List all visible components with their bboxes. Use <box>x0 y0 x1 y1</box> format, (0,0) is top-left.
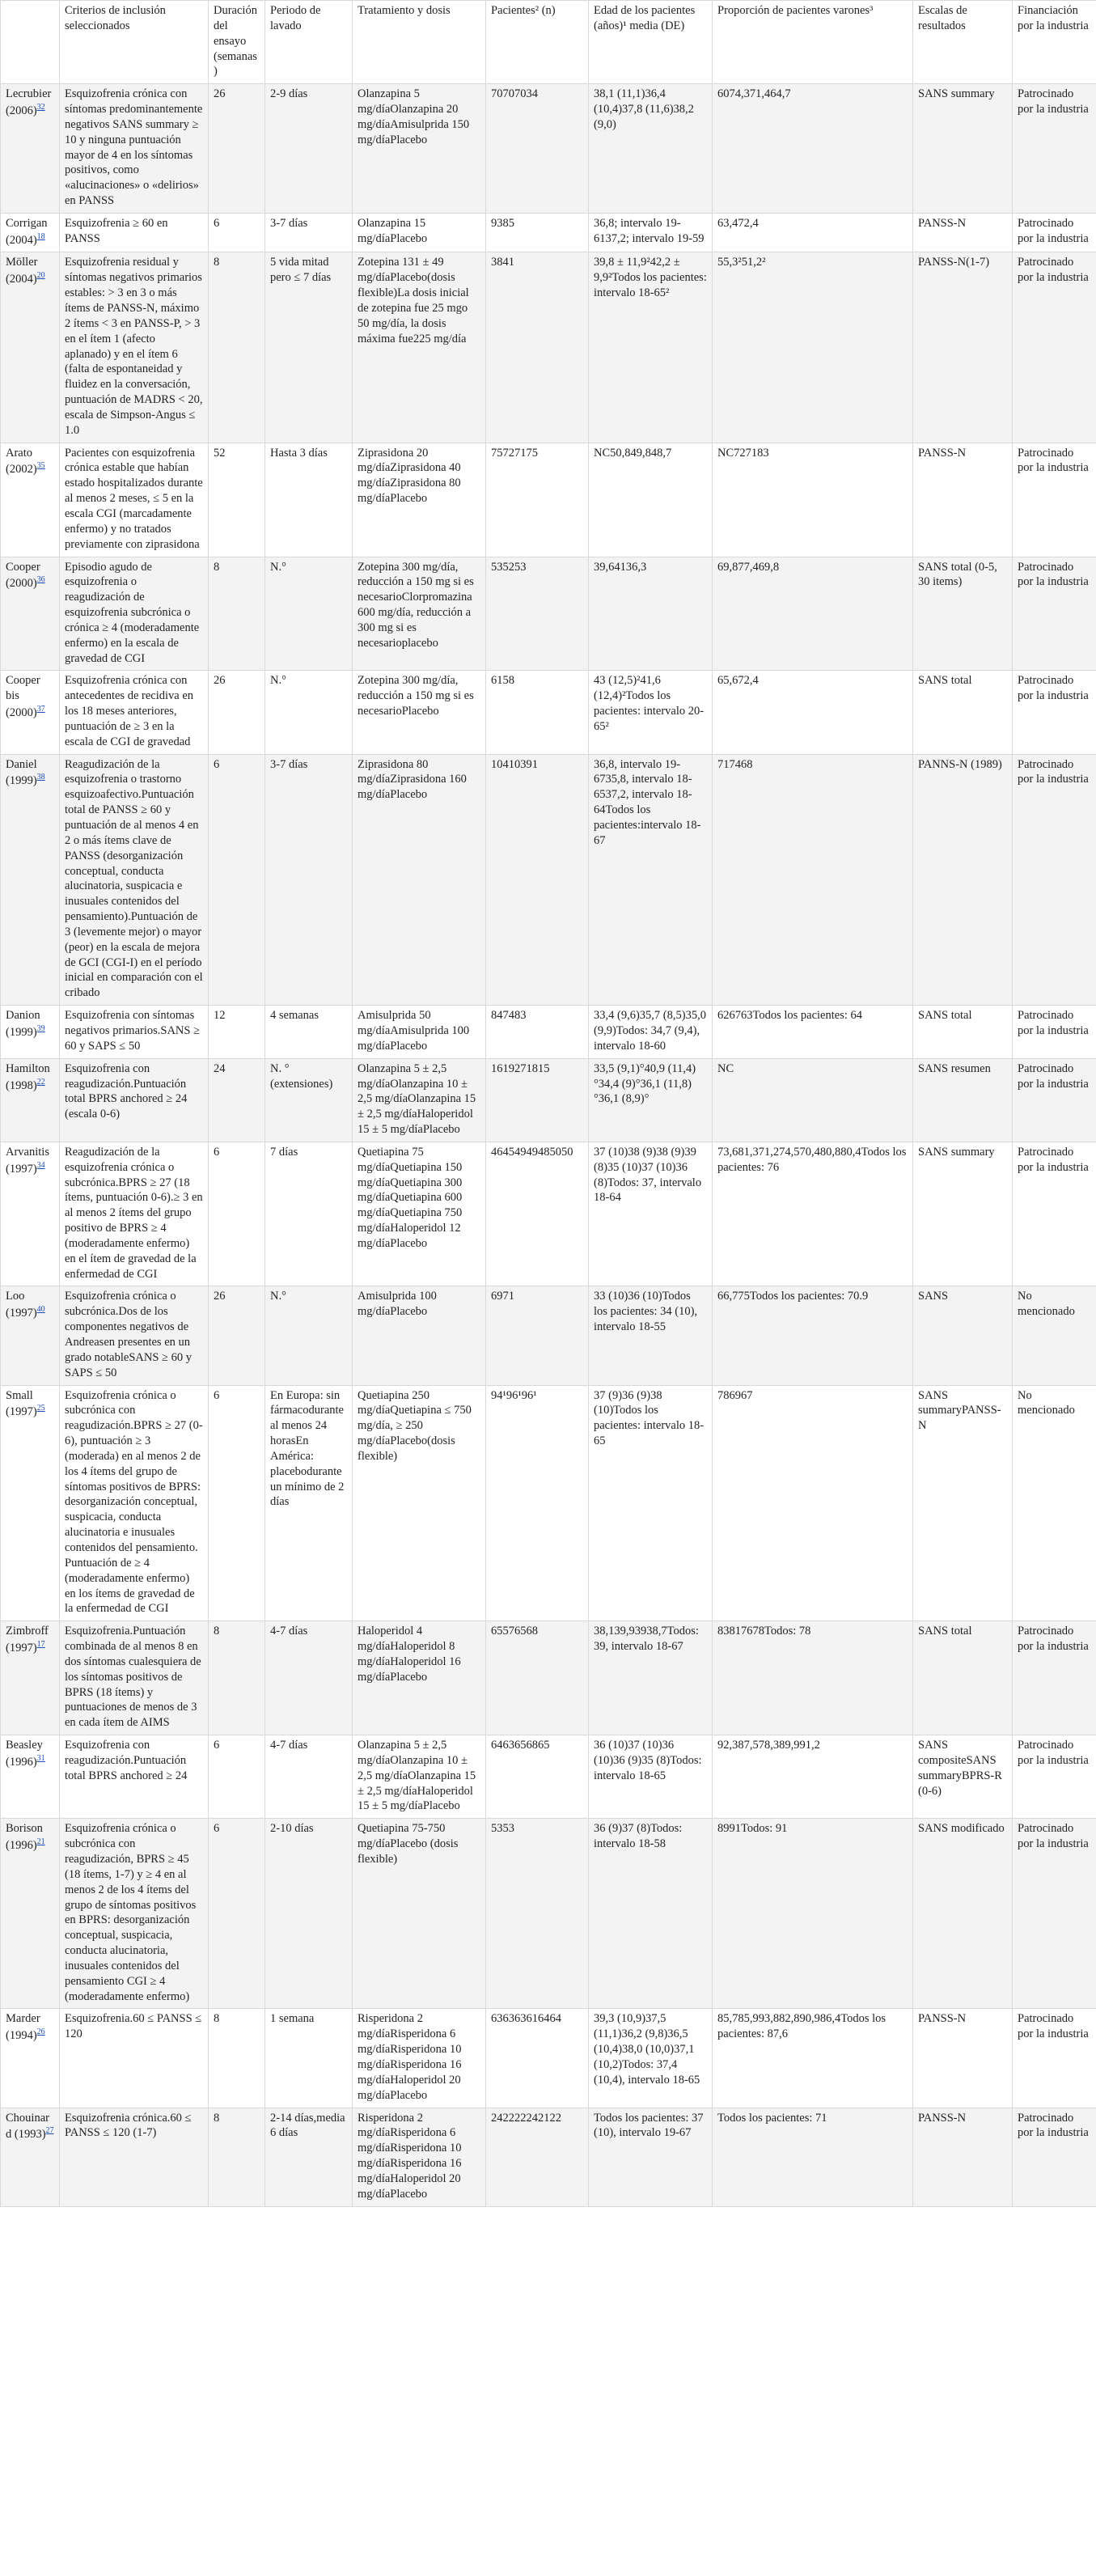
study-name: Möller (2004) <box>6 256 38 286</box>
treatment-cell: Quetiapina 250 mg/díaQuetiapina ≤ 750 mg/día, ≥ 250 mg/díaPlacebo(dosis flexible) <box>353 1385 486 1621</box>
funding-cell: Patrocinado por la industria <box>1013 443 1096 557</box>
table-row <box>1 1621 1096 1735</box>
age-cell: Todos los pacientes: 37 (10), intervalo 19-67 <box>589 2108 713 2206</box>
criteria-cell: Esquizofrenia crónica o subcrónica con reagudización.BPRS ≥ 27 (0-6), puntuación ≥ 3 (moderada) en al menos 2 de los 4 ítems del grupo de síntomas positivos de BPRS: desorganización conceptual, suspicacia, conducta alucinatoria e inusuales contenidos del pensamiento. Puntuación de ≥ 4 (moderadamente enfermo) en los ítems de gravedad de la enfermedad de CGI <box>60 1385 209 1621</box>
scales-cell: SANS modificado <box>913 1819 1013 2009</box>
duration-cell: 6 <box>209 1142 265 1286</box>
male-cell: 65,672,4 <box>713 671 913 754</box>
table-row <box>1 1058 1096 1142</box>
treatment-cell: Olanzapina 5 ± 2,5 mg/díaOlanzapina 10 ± 2,5 mg/díaOlanzapina 15 ± 2,5 mg/díaHaloperidol 15 ± 5 mg/díaPlacebo <box>353 1735 486 1819</box>
reference-link[interactable]: 26 <box>36 2027 45 2037</box>
reference-link[interactable]: 21 <box>36 1837 45 1847</box>
table-row <box>1 1385 1096 1621</box>
study-name: Small (1997) <box>6 1388 37 1419</box>
patients-cell: 6158 <box>486 671 589 754</box>
criteria-cell: Esquizofrenia.Puntuación combinada de al menos 8 en dos síntomas cualesquiera de los síntomas positivos de BPRS (18 ítems) y puntuaciones de menos de 3 en cada ítem de AIMS <box>60 1621 209 1735</box>
age-cell: 33 (10)36 (10)Todos los pacientes: 34 (10), intervalo 18-55 <box>589 1286 713 1385</box>
funding-cell: Patrocinado por la industria <box>1013 213 1096 252</box>
male-cell: 73,681,371,274,570,480,880,4Todos los pacientes: 76 <box>713 1142 913 1286</box>
male-cell: 85,785,993,882,890,986,4Todos los pacientes: 87,6 <box>713 2009 913 2108</box>
scales-cell: SANS total <box>913 671 1013 754</box>
scales-cell: SANS summaryPANSS-N <box>913 1385 1013 1621</box>
funding-cell: Patrocinado por la industria <box>1013 1006 1096 1059</box>
scales-cell: PANSS-N <box>913 2108 1013 2206</box>
table-row <box>1 1142 1096 1286</box>
age-cell: 37 (10)38 (9)38 (9)39 (8)35 (10)37 (10)36 (8)Todos: 37, intervalo 18-64 <box>589 1142 713 1286</box>
duration-cell: 6 <box>209 754 265 1006</box>
study-cell <box>1 1058 60 1142</box>
criteria-cell: Episodio agudo de esquizofrenia o reagudización de esquizofrenia subcrónica o crónica ≥ 4 (moderadamente enfermo) en la escala de gravedad de CGI <box>60 557 209 671</box>
treatment-cell: Quetiapina 75 mg/díaQuetiapina 150 mg/díaQuetiapina 300 mg/díaQuetiapina 600 mg/díaQuetiapina 750 mg/díaHaloperidol 12 mg/díaPlacebo <box>353 1142 486 1286</box>
criteria-cell: Esquizofrenia crónica.60 ≤ PANSS ≤ 120 (1-7) <box>60 2108 209 2206</box>
patients-cell: 10410391 <box>486 754 589 1006</box>
duration-cell: 8 <box>209 2108 265 2206</box>
washout-cell: 2-10 días <box>265 1819 353 2009</box>
patients-cell: 1619271815 <box>486 1058 589 1142</box>
study-cell <box>1 213 60 252</box>
treatment-cell: Amisulprida 50 mg/díaAmisulprida 100 mg/díaPlacebo <box>353 1006 486 1059</box>
scales-cell: SANS summary <box>913 1142 1013 1286</box>
male-cell: 626763Todos los pacientes: 64 <box>713 1006 913 1059</box>
funding-cell: Patrocinado por la industria <box>1013 2108 1096 2206</box>
age-cell: 38,139,93938,7Todos: 39, intervalo 18-67 <box>589 1621 713 1735</box>
table-row <box>1 671 1096 754</box>
treatment-cell: Quetiapina 75-750 mg/díaPlacebo (dosis flexible) <box>353 1819 486 2009</box>
funding-cell: Patrocinado por la industria <box>1013 1621 1096 1735</box>
washout-cell: 1 semana <box>265 2009 353 2108</box>
patients-cell: 94¹96¹96¹ <box>486 1385 589 1621</box>
scales-cell: SANS total <box>913 1621 1013 1735</box>
scales-cell: PANSS-N <box>913 443 1013 557</box>
age-cell: 36,8, intervalo 19-6735,8, intervalo 18-6537,2, intervalo 18-64Todos los pacientes:intervalo 18-67 <box>589 754 713 1006</box>
scales-cell: PANSS-N(1-7) <box>913 252 1013 443</box>
reference-link[interactable]: 17 <box>36 1640 45 1650</box>
study-name: Hamilton (1998) <box>6 1061 50 1092</box>
table-row <box>1 252 1096 443</box>
study-cell <box>1 1621 60 1735</box>
funding-cell: Patrocinado por la industria <box>1013 1735 1096 1819</box>
criteria-cell: Esquizofrenia con reagudización.Puntuación total BPRS anchored ≥ 24 (escala 0-6) <box>60 1058 209 1142</box>
patients-cell: 242222242122 <box>486 2108 589 2206</box>
male-cell: 66,775Todos los pacientes: 70.9 <box>713 1286 913 1385</box>
washout-cell: 3-7 días <box>265 213 353 252</box>
washout-cell: 4 semanas <box>265 1006 353 1059</box>
patients-cell: 9385 <box>486 213 589 252</box>
study-cell <box>1 252 60 443</box>
criteria-cell: Reagudización de la esquizofrenia o trastorno esquizoafectivo.Puntuación total de PANSS ≥ 60 y puntuación de al menos 4 en 2 o más ítems clave de PANSS (desorganización conceptual, conducta alucinatoria, suspicacia e inusuales contenidos del pensamiento).Puntuación de 3 (levemente mejor) o mayor (peor) en la escala de mejora de GCI (CGI-I) en el período inicial en comparación con el cribado <box>60 754 209 1006</box>
header-scales: Escalas de resultados <box>913 1 1013 84</box>
treatment-cell: Zotepina 131 ± 49 mg/díaPlacebo(dosis flexible)La dosis inicial de zotepina fue 25 mgo 50 mg/día, la dosis máxima fue225 mg/día <box>353 252 486 443</box>
criteria-cell: Esquizofrenia crónica o subcrónica con reagudización, BPRS ≥ 45 (18 ítems, 1-7) y ≥ 4 en al menos 2 de los 4 ítems del grupo de síntomas positivos en BPRS: desorganización conceptual, suspicacia, conducta alucinatoria, inusuales contenidos del pensamiento CGI ≥ 4 (moderadamente enfermo) <box>60 1819 209 2009</box>
duration-cell: 6 <box>209 213 265 252</box>
washout-cell: 3-7 días <box>265 754 353 1006</box>
scales-cell: PANNS-N (1989) <box>913 754 1013 1006</box>
criteria-cell: Esquizofrenia crónica o subcrónica.Dos de los componentes negativos de Andreasen presentes en un grado notableSANS ≥ 60 y SAPS ≤ 50 <box>60 1286 209 1385</box>
funding-cell: Patrocinado por la industria <box>1013 252 1096 443</box>
table-body <box>1 84 1096 2206</box>
treatment-cell: Amisulprida 100 mg/díaPlacebo <box>353 1286 486 1385</box>
criteria-cell: Esquizofrenia crónica con antecedentes de recidiva en los 18 meses anteriores, puntuación de ≥ 3 en la escala de CGI de gravedad <box>60 671 209 754</box>
patients-cell: 5353 <box>486 1819 589 2009</box>
age-cell: 36 (9)37 (8)Todos: intervalo 18-58 <box>589 1819 713 2009</box>
treatment-cell: Zotepina 300 mg/día, reducción a 150 mg si es necesarioPlacebo <box>353 671 486 754</box>
male-cell: 55,3²51,2² <box>713 252 913 443</box>
study-cell <box>1 443 60 557</box>
patients-cell: 75727175 <box>486 443 589 557</box>
table-row <box>1 84 1096 214</box>
duration-cell: 8 <box>209 1621 265 1735</box>
table-row <box>1 1735 1096 1819</box>
study-name: Marder (1994) <box>6 2012 40 2043</box>
treatment-cell: Olanzapina 15 mg/díaPlacebo <box>353 213 486 252</box>
washout-cell: 2-14 días,media 6 días <box>265 2108 353 2206</box>
reference-link[interactable]: 34 <box>36 1160 45 1170</box>
table-row <box>1 2009 1096 2108</box>
treatment-cell: Ziprasidona 80 mg/díaZiprasidona 160 mg/díaPlacebo <box>353 754 486 1006</box>
male-cell: 69,877,469,8 <box>713 557 913 671</box>
scales-cell: PANSS-N <box>913 2009 1013 2108</box>
patients-cell: 6463656865 <box>486 1735 589 1819</box>
age-cell: 39,64136,3 <box>589 557 713 671</box>
funding-cell: Patrocinado por la industria <box>1013 1058 1096 1142</box>
reference-link[interactable]: 38 <box>36 773 45 782</box>
header-washout: Periodo de lavado <box>265 1 353 84</box>
header-study <box>1 1 60 84</box>
treatment-cell: Olanzapina 5 mg/díaOlanzapina 20 mg/díaAmisulprida 150 mg/díaPlacebo <box>353 84 486 214</box>
duration-cell: 12 <box>209 1006 265 1059</box>
reference-link[interactable]: 20 <box>36 271 45 281</box>
funding-cell: Patrocinado por la industria <box>1013 84 1096 214</box>
scales-cell: SANS resumen <box>913 1058 1013 1142</box>
scales-cell: SANS total (0-5, 30 items) <box>913 557 1013 671</box>
table-header <box>1 1 1096 84</box>
study-cell <box>1 1385 60 1621</box>
male-cell: Todos los pacientes: 71 <box>713 2108 913 2206</box>
washout-cell: 4-7 días <box>265 1621 353 1735</box>
study-name: Cooper bis (2000) <box>6 674 40 719</box>
duration-cell: 26 <box>209 84 265 214</box>
study-name: Danion (1999) <box>6 1009 40 1039</box>
table-row <box>1 213 1096 252</box>
header-criteria: Criterios de inclusión seleccionados <box>60 1 209 84</box>
male-cell: 83817678Todos: 78 <box>713 1621 913 1735</box>
study-cell <box>1 2009 60 2108</box>
washout-cell: 5 vida mitad pero ≤ 7 días <box>265 252 353 443</box>
reference-link[interactable]: 27 <box>45 2126 54 2136</box>
reference-link[interactable]: 39 <box>36 1023 45 1033</box>
study-cell <box>1 1142 60 1286</box>
duration-cell: 6 <box>209 1819 265 2009</box>
treatment-cell: Zotepina 300 mg/día, reducción a 150 mg si es necesarioClorpromazina 600 mg/día, reducción a 300 mg si es necesarioplacebo <box>353 557 486 671</box>
washout-cell: Hasta 3 días <box>265 443 353 557</box>
header-row <box>1 1 1096 84</box>
reference-link[interactable]: 40 <box>36 1305 45 1315</box>
header-duration: Duración del ensayo (semanas) <box>209 1 265 84</box>
duration-cell: 8 <box>209 2009 265 2108</box>
washout-cell: En Europa: sin fármacodurante al menos 24 horasEn América: placebodurante un mínimo de 2 días <box>265 1385 353 1621</box>
washout-cell: N.° <box>265 671 353 754</box>
patients-cell: 3841 <box>486 252 589 443</box>
table-row <box>1 1286 1096 1385</box>
study-name: Corrigan (2004) <box>6 216 48 247</box>
scales-cell: SANS summary <box>913 84 1013 214</box>
study-cell <box>1 2108 60 2206</box>
duration-cell: 8 <box>209 252 265 443</box>
reference-link[interactable]: 25 <box>36 1404 45 1413</box>
header-treatment: Tratamiento y dosis <box>353 1 486 84</box>
washout-cell: 2-9 días <box>265 84 353 214</box>
criteria-cell: Esquizofrenia crónica con síntomas predominantemente negativos SANS summary ≥ 10 y ninguna puntuación mayor de 4 en los síntomas positivos, como «alucinaciones» o «delirios» en PANSS <box>60 84 209 214</box>
male-cell: 717468 <box>713 754 913 1006</box>
funding-cell: Patrocinado por la industria <box>1013 1819 1096 2009</box>
patients-cell: 70707034 <box>486 84 589 214</box>
reference-link[interactable]: 22 <box>36 1077 45 1087</box>
study-name: Daniel (1999) <box>6 757 37 788</box>
male-cell: 8991Todos: 91 <box>713 1819 913 2009</box>
male-cell: 92,387,578,389,991,2 <box>713 1735 913 1819</box>
study-name: Arvanitis (1997) <box>6 1145 49 1176</box>
age-cell: NC50,849,848,7 <box>589 443 713 557</box>
table-row <box>1 2108 1096 2206</box>
criteria-cell: Esquizofrenia con síntomas negativos primarios.SANS ≥ 60 y SAPS ≤ 50 <box>60 1006 209 1059</box>
age-cell: 39,8 ± 11,9²42,2 ± 9,9²Todos los pacientes: intervalo 18-65² <box>589 252 713 443</box>
washout-cell: N. °(extensiones) <box>265 1058 353 1142</box>
header-funding: Financiación por la industria <box>1013 1 1096 84</box>
reference-link[interactable]: 31 <box>36 1753 45 1763</box>
scales-cell: SANS total <box>913 1006 1013 1059</box>
funding-cell: No mencionado <box>1013 1286 1096 1385</box>
treatment-cell: Haloperidol 4 mg/díaHaloperidol 8 mg/díaHaloperidol 16 mg/díaPlacebo <box>353 1621 486 1735</box>
study-cell <box>1 1735 60 1819</box>
age-cell: 39,3 (10,9)37,5 (11,1)36,2 (9,8)36,5 (10,4)38,0 (10,0)37,1 (10,2)Todos: 37,4 (10,4), intervalo 18-65 <box>589 2009 713 2108</box>
header-age: Edad de los pacientes (años)¹ media (DE) <box>589 1 713 84</box>
funding-cell: Patrocinado por la industria <box>1013 557 1096 671</box>
study-cell <box>1 671 60 754</box>
patients-cell: 46454949485050 <box>486 1142 589 1286</box>
study-cell <box>1 1006 60 1059</box>
funding-cell: Patrocinado por la industria <box>1013 2009 1096 2108</box>
study-name: Chouinard (1993) <box>6 2111 49 2142</box>
reference-link[interactable]: 35 <box>36 461 45 471</box>
duration-cell: 6 <box>209 1735 265 1819</box>
male-cell: 63,472,4 <box>713 213 913 252</box>
table-row <box>1 1819 1096 2009</box>
criteria-cell: Esquizofrenia residual y síntomas negativos primarios estables: > 3 en 3 o más ítems de PANSS-N, máximo 2 ítems < 3 en PANSS-P, > 3 en el ítem 1 (afecto aplanado) y en el ítem 6 (falta de espontaneidad y fluidez en la conversación, puntuación de MADRS < 20, escala de Simpson-Angus ≤ 1.0 <box>60 252 209 443</box>
patients-cell: 847483 <box>486 1006 589 1059</box>
age-cell: 43 (12,5)²41,6 (12,4)²Todos los pacientes: intervalo 20-65² <box>589 671 713 754</box>
study-cell <box>1 754 60 1006</box>
treatment-cell: Risperidona 2 mg/díaRisperidona 6 mg/díaRisperidona 10 mg/díaRisperidona 16 mg/díaHaloperidol 20 mg/díaPlacebo <box>353 2108 486 2206</box>
age-cell: 38,1 (11,1)36,4 (10,4)37,8 (11,6)38,2 (9,0) <box>589 84 713 214</box>
patients-cell: 535253 <box>486 557 589 671</box>
criteria-cell: Esquizofrenia.60 ≤ PANSS ≤ 120 <box>60 2009 209 2108</box>
washout-cell: 7 días <box>265 1142 353 1286</box>
reference-link[interactable]: 32 <box>36 103 45 112</box>
patients-cell: 6971 <box>486 1286 589 1385</box>
treatment-cell: Olanzapina 5 ± 2,5 mg/díaOlanzapina 10 ± 2,5 mg/díaOlanzapina 15 ± 2,5 mg/díaHaloperidol 15 ± 5 mg/díaPlacebo <box>353 1058 486 1142</box>
study-name: Loo (1997) <box>6 1290 37 1320</box>
criteria-cell: Esquizofrenia con reagudización.Puntuación total BPRS anchored ≥ 24 <box>60 1735 209 1819</box>
scales-cell: PANSS-N <box>913 213 1013 252</box>
patients-cell: 65576568 <box>486 1621 589 1735</box>
study-cell <box>1 1286 60 1385</box>
study-cell <box>1 557 60 671</box>
age-cell: 36 (10)37 (10)36 (10)36 (9)35 (8)Todos: intervalo 18-65 <box>589 1735 713 1819</box>
male-cell: 6074,371,464,7 <box>713 84 913 214</box>
scales-cell: SANS compositeSANS summaryBPRS-R (0-6) <box>913 1735 1013 1819</box>
age-cell: 33,4 (9,6)35,7 (8,5)35,0 (9,9)Todos: 34,7 (9,4), intervalo 18-60 <box>589 1006 713 1059</box>
criteria-cell: Esquizofrenia ≥ 60 en PANSS <box>60 213 209 252</box>
study-name: Arato (2002) <box>6 446 37 477</box>
reference-link[interactable]: 18 <box>36 231 45 241</box>
washout-cell: 4-7 días <box>265 1735 353 1819</box>
duration-cell: 6 <box>209 1385 265 1621</box>
study-name: Zimbroff (1997) <box>6 1625 49 1654</box>
age-cell: 37 (9)36 (9)38 (10)Todos los pacientes: intervalo 18-65 <box>589 1385 713 1621</box>
duration-cell: 52 <box>209 443 265 557</box>
funding-cell: No mencionado <box>1013 1385 1096 1621</box>
criteria-cell: Reagudización de la esquizofrenia crónica o subcrónica.BPRS ≥ 27 (18 ítems, puntuación 0-6).≥ 3 en al menos 2 ítems del grupo positivo de BPRS ≥ 4 (moderadamente enfermo) en el ítem de gravedad de la enfermedad de CGI <box>60 1142 209 1286</box>
funding-cell: Patrocinado por la industria <box>1013 1142 1096 1286</box>
funding-cell: Patrocinado por la industria <box>1013 671 1096 754</box>
reference-link[interactable]: 36 <box>36 575 45 585</box>
treatment-cell: Risperidona 2 mg/díaRisperidona 6 mg/díaRisperidona 10 mg/díaRisperidona 16 mg/díaHaloperidol 20 mg/díaPlacebo <box>353 2009 486 2108</box>
study-cell <box>1 84 60 214</box>
male-cell: 786967 <box>713 1385 913 1621</box>
male-cell: NC727183 <box>713 443 913 557</box>
treatment-cell: Ziprasidona 20 mg/díaZiprasidona 40 mg/díaZiprasidona 80 mg/díaPlacebo <box>353 443 486 557</box>
study-cell <box>1 1819 60 2009</box>
age-cell: 36,8; intervalo 19-6137,2; intervalo 19-59 <box>589 213 713 252</box>
criteria-cell: Pacientes con esquizofrenia crónica estable que habían estado hospitalizados durante al menos 2 meses, ≤ 5 en la escala CGI (marcadamente enfermo) y no tratados previamente con ziprasidona <box>60 443 209 557</box>
reference-link[interactable]: 37 <box>36 705 45 714</box>
study-name: Cooper (2000) <box>6 560 40 591</box>
study-name: Lecrubier (2006) <box>6 87 52 117</box>
study-name: Beasley (1996) <box>6 1739 43 1769</box>
table-row <box>1 754 1096 1006</box>
scales-cell: SANS <box>913 1286 1013 1385</box>
funding-cell: Patrocinado por la industria <box>1013 754 1096 1006</box>
study-name: Borison (1996) <box>6 1822 43 1852</box>
duration-cell: 26 <box>209 1286 265 1385</box>
duration-cell: 8 <box>209 557 265 671</box>
table-row <box>1 557 1096 671</box>
table-row <box>1 1006 1096 1059</box>
table-row <box>1 443 1096 557</box>
washout-cell: N.° <box>265 557 353 671</box>
patients-cell: 636363616464 <box>486 2009 589 2108</box>
duration-cell: 24 <box>209 1058 265 1142</box>
washout-cell: N.° <box>265 1286 353 1385</box>
header-patients: Pacientes² (n) <box>486 1 589 84</box>
age-cell: 33,5 (9,1)°40,9 (11,4)°34,4 (9)°36,1 (11,8)°36,1 (8,9)° <box>589 1058 713 1142</box>
header-male: Proporción de pacientes varones³ <box>713 1 913 84</box>
male-cell: NC <box>713 1058 913 1142</box>
duration-cell: 26 <box>209 671 265 754</box>
